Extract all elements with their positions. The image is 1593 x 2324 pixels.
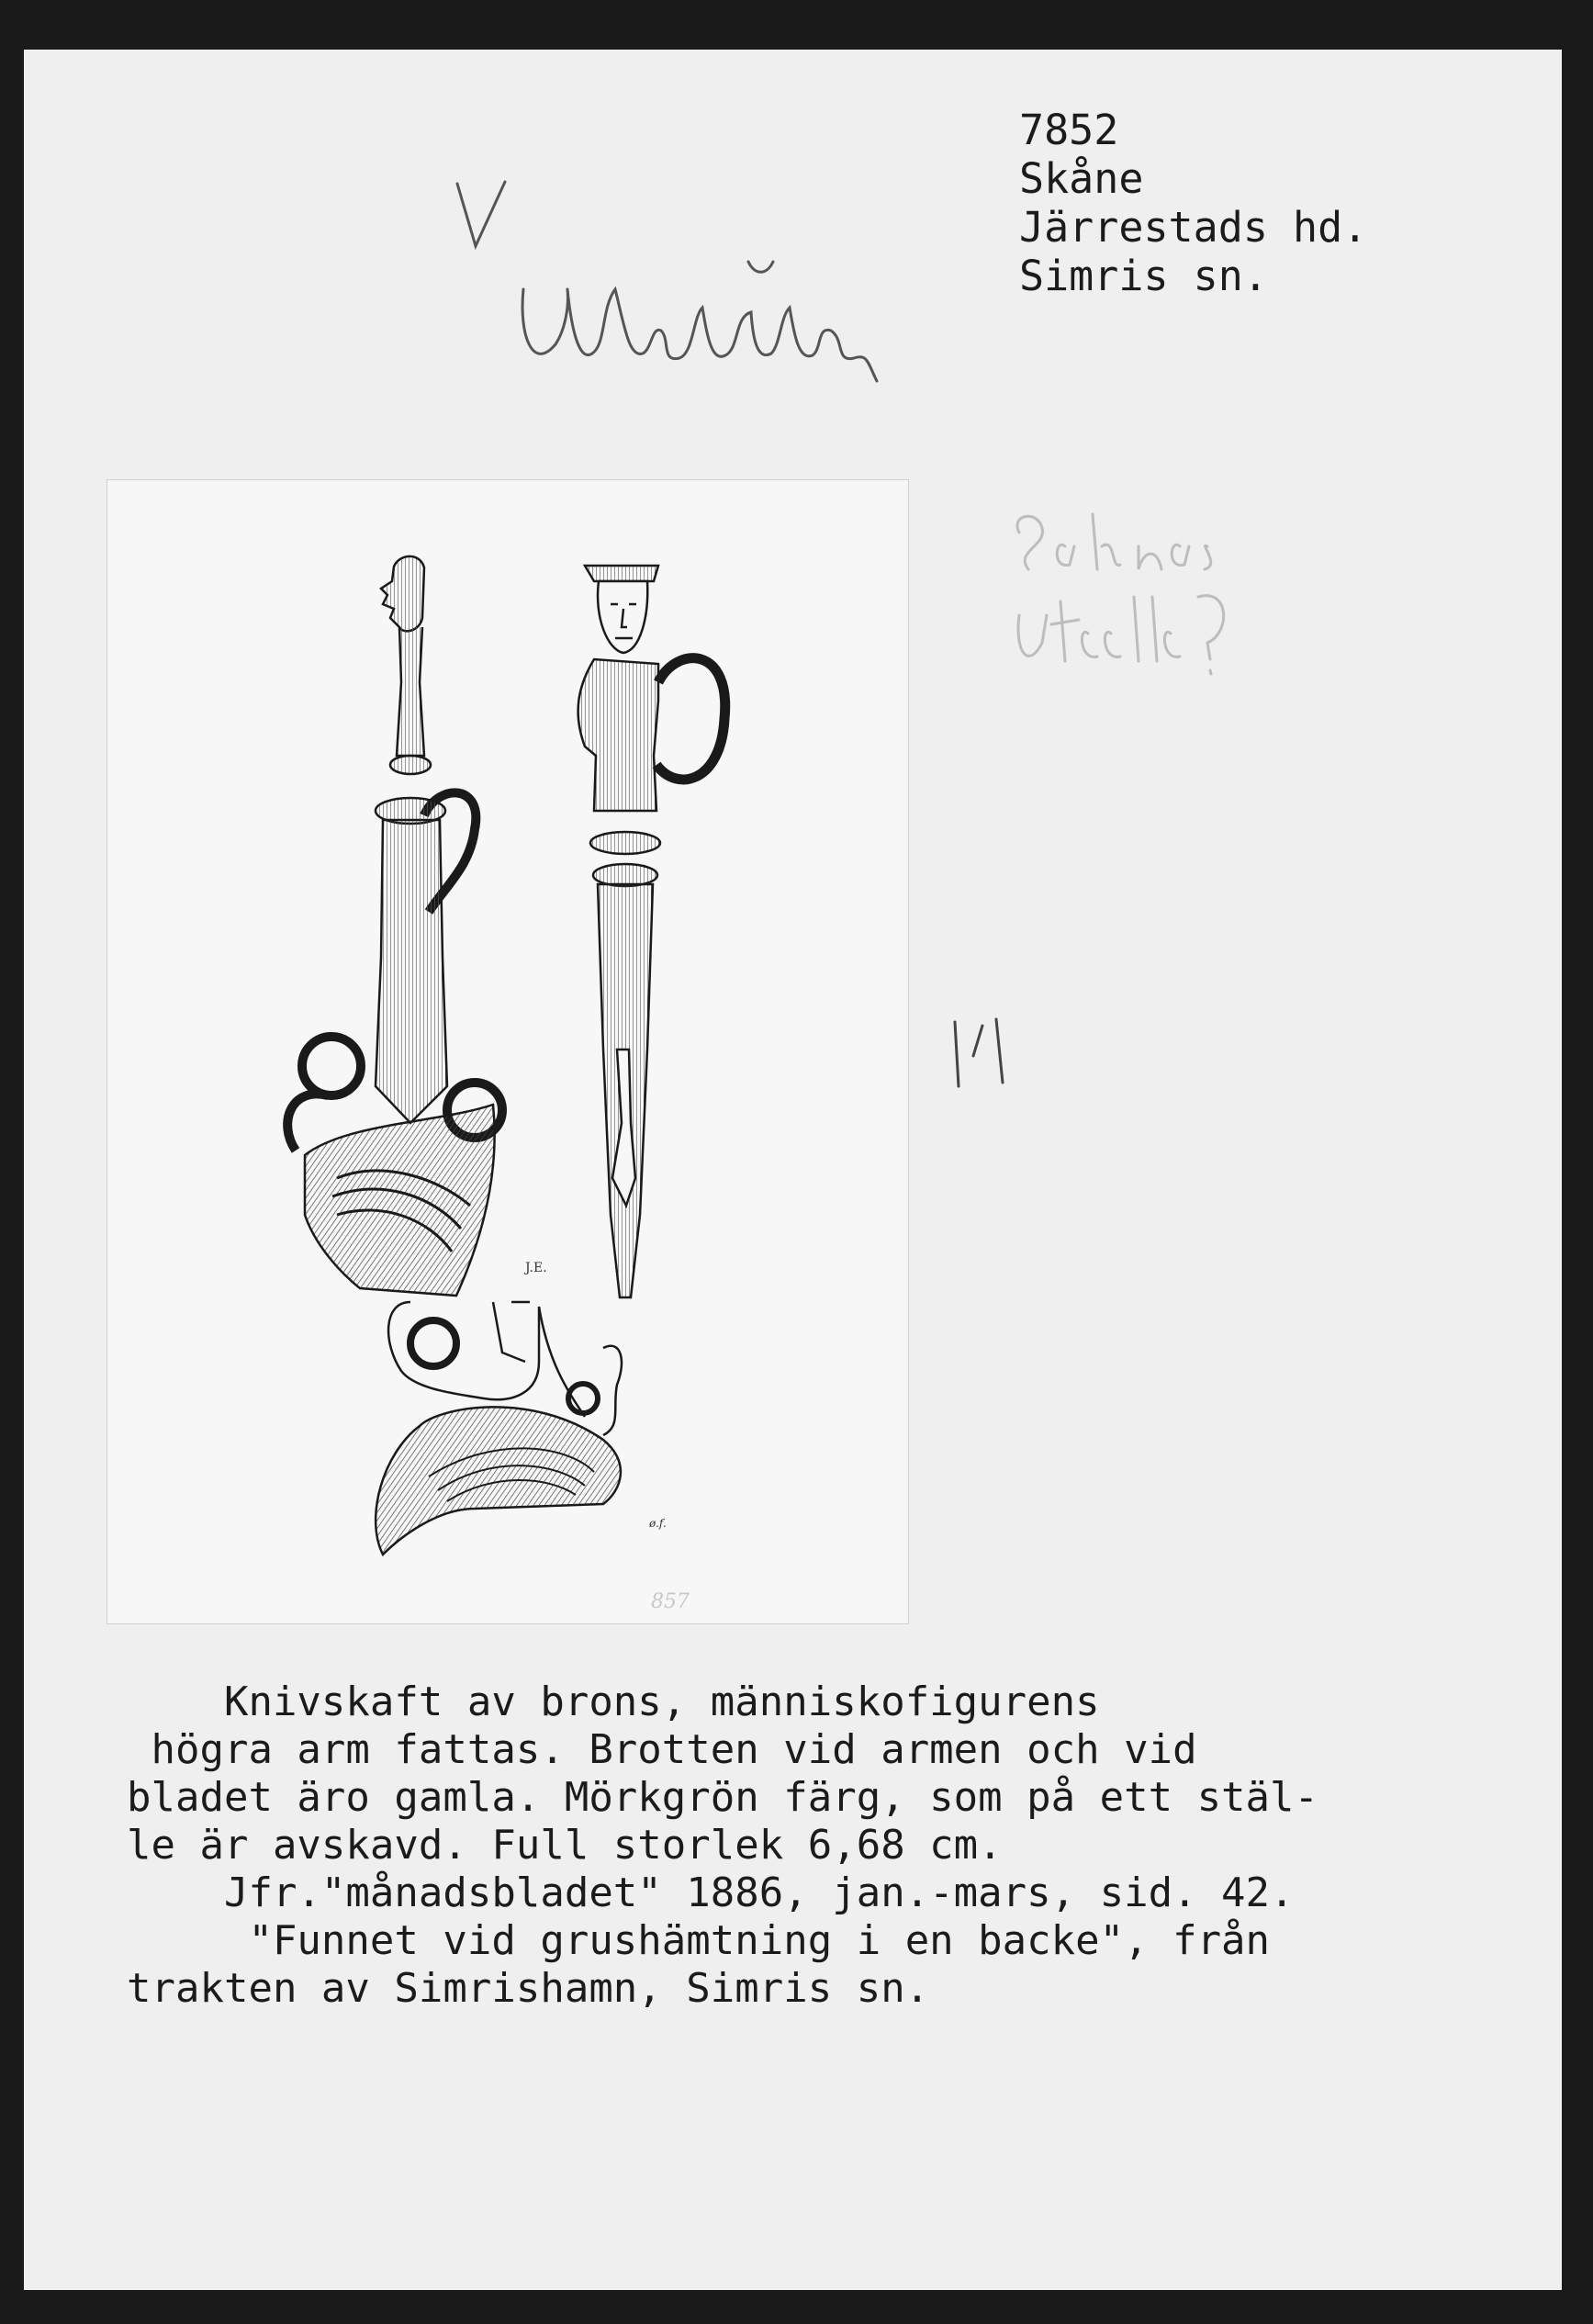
description-line: trakten av Simrishamn, Simris sn. (127, 1965, 930, 2012)
description-line: le är avskavd. Full storlek 6,68 cm. (127, 1822, 1003, 1869)
catalog-header (1019, 106, 1367, 300)
catalog-number: 7852 (1019, 106, 1119, 154)
knife-handle-engraving (107, 480, 908, 1623)
description-line: "Funnet vid grushämtning i en backe", från (127, 1917, 1271, 1964)
knife-handle-front (578, 566, 725, 1297)
pencil-tally-mark (946, 1015, 1019, 1088)
description-line: Knivskaft av brons, människofigurens (127, 1678, 1100, 1725)
engraver-mark: ø.f. (649, 1517, 667, 1530)
blade-detail-drawing (376, 1302, 622, 1555)
description-line: högra arm fattas. Brotten vid armen och vid (127, 1726, 1197, 1773)
district: Järrestads hd. (1019, 203, 1368, 252)
handwritten-checkmark (450, 174, 514, 257)
object-description (127, 1678, 1318, 2013)
plate-number: 857 (651, 1590, 690, 1613)
engraver-signature: J.E. (525, 1261, 547, 1275)
description-line: Jfr."månadsbladet" 1886, jan.-mars, sid. 42. (127, 1869, 1295, 1916)
province: Skåne (1019, 154, 1144, 203)
faint-pencil-note (1001, 496, 1414, 689)
description-line: bladet äro gamla. Mörkgrön färg, som på ett stäl- (127, 1774, 1319, 1821)
knife-handle-profile (287, 556, 502, 1296)
parish: Simris sn. (1019, 252, 1268, 300)
handwritten-note (514, 253, 881, 390)
illustration-plate (107, 479, 909, 1624)
